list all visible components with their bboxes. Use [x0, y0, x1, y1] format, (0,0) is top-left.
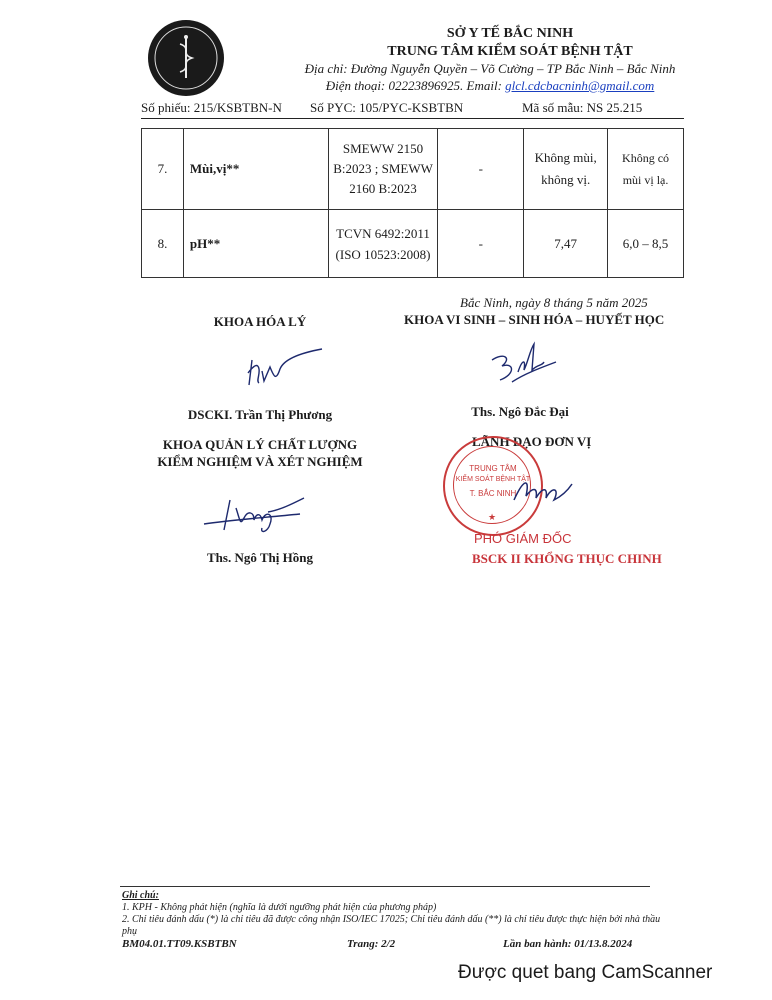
row-index: 8. [142, 210, 184, 278]
so-phieu: Số phiếu: 215/KSBTBN-N [141, 100, 282, 115]
notes-title: Ghi chú: [122, 890, 159, 901]
leader-title: LÃNH ĐẠO ĐƠN VỊ [472, 434, 592, 449]
signature-leader [508, 470, 578, 510]
row-limit [608, 210, 684, 278]
left-signer: DSCKI. Trần Thị Phương [187, 407, 333, 422]
method-line: SMEWW 2150 [342, 141, 424, 156]
stamp-text-line1: TRUNG TÂM [469, 464, 517, 473]
org-line1: SỞ Y TẾ BẮC NINH [446, 26, 574, 41]
signature-right [484, 340, 564, 395]
email-link[interactable]: glcl.cdcbacninh@gmail.com [505, 78, 655, 93]
stamp-text-line2: KIỂM SOÁT BỆNH TẬT [455, 476, 531, 483]
left-dept: KHOA HÓA LÝ [213, 314, 307, 329]
phone-text: Điện thoại: 02223896925. Email: [325, 78, 506, 93]
method-line: B:2023 ; SMEWW [333, 161, 433, 176]
result-line: Không mùi, [534, 150, 597, 165]
center-logo [148, 20, 224, 96]
result-line: không vị. [541, 172, 591, 187]
row-result [524, 210, 608, 278]
limit-line: Không có [622, 151, 670, 165]
right-dept: KHOA VI SINH – SINH HÓA – HUYẾT HỌC [404, 312, 665, 327]
caduceus-icon [148, 20, 224, 96]
footer-divider [120, 886, 650, 887]
right-signer: Ths. Ngô Đắc Đại [471, 404, 569, 419]
results-table [141, 128, 684, 278]
qa-dept-line2: KIỂM NGHIỆM VÀ XÉT NGHIỆM [157, 454, 363, 469]
method-line: 2160 B:2023 [349, 181, 417, 196]
star-icon: ★ [488, 512, 497, 522]
leader-position: PHÓ GIÁM ĐỐC [474, 531, 572, 546]
qa-dept-line1: KHOA QUẢN LÝ CHẤT LƯỢNG [162, 437, 358, 452]
method-line: (ISO 10523:2008) [335, 246, 431, 262]
method-line: TCVN 6492:2011 [336, 225, 430, 241]
row-indicator: pH** [183, 210, 328, 278]
date-line: Bắc Ninh, ngày 8 tháng 5 năm 2025 [460, 295, 648, 310]
signature-left [240, 345, 330, 390]
row-result [524, 129, 608, 210]
row-index: 7. [142, 129, 184, 210]
limit-line: mùi vị lạ. [622, 173, 669, 187]
note-2: 2. Chỉ tiêu đánh dấu (*) là chỉ tiêu đã được công nhận ISO/IEC 17025; Chỉ tiêu đánh dấu (**) là chỉ tiêu được thực hiện bởi nhà thầu phụ [122, 914, 661, 937]
scanner-watermark: Được quet bang CamScanner [458, 962, 713, 983]
stamp-text-line3: T. BẮC NINH [469, 489, 517, 498]
row-method [328, 129, 438, 210]
ma-so-mau: Mã số mẫu: NS 25.215 [522, 100, 643, 115]
limit-line: 6,0 – 8,5 [622, 235, 669, 251]
table-row [142, 129, 684, 210]
org-contact [270, 78, 710, 94]
table-row [142, 210, 684, 278]
row-method [328, 210, 438, 278]
org-line2: TRUNG TÂM KIỂM SOÁT BỆNH TẬT [387, 44, 633, 59]
header-divider [141, 118, 684, 119]
page-number: Trang: 2/2 [347, 938, 396, 950]
row-lod: - [438, 210, 524, 278]
signature-qa [200, 490, 315, 540]
note-1: 1. KPH - Không phát hiện (nghĩa là dưới ngưỡng phát hiện của phương pháp) [122, 902, 437, 913]
form-code: BM04.01.TT09.KSBTBN [122, 938, 237, 950]
row-indicator: Mùi,vị** [183, 129, 328, 210]
issue-info: Lần ban hành: 01/13.8.2024 [503, 938, 633, 950]
row-limit [608, 129, 684, 210]
so-pyc: Số PYC: 105/PYC-KSBTBN [310, 100, 464, 115]
qa-signer: Ths. Ngô Thị Hồng [207, 550, 313, 565]
result-line: 7,47 [554, 235, 578, 251]
leader-name: BSCK II KHỔNG THỤC CHINH [472, 551, 662, 566]
notes-block [122, 890, 662, 938]
row-lod: - [438, 129, 524, 210]
org-address: Địa chỉ: Đường Nguyễn Quyền – Võ Cường – TP Bắc Ninh – Bắc Ninh [304, 61, 676, 76]
